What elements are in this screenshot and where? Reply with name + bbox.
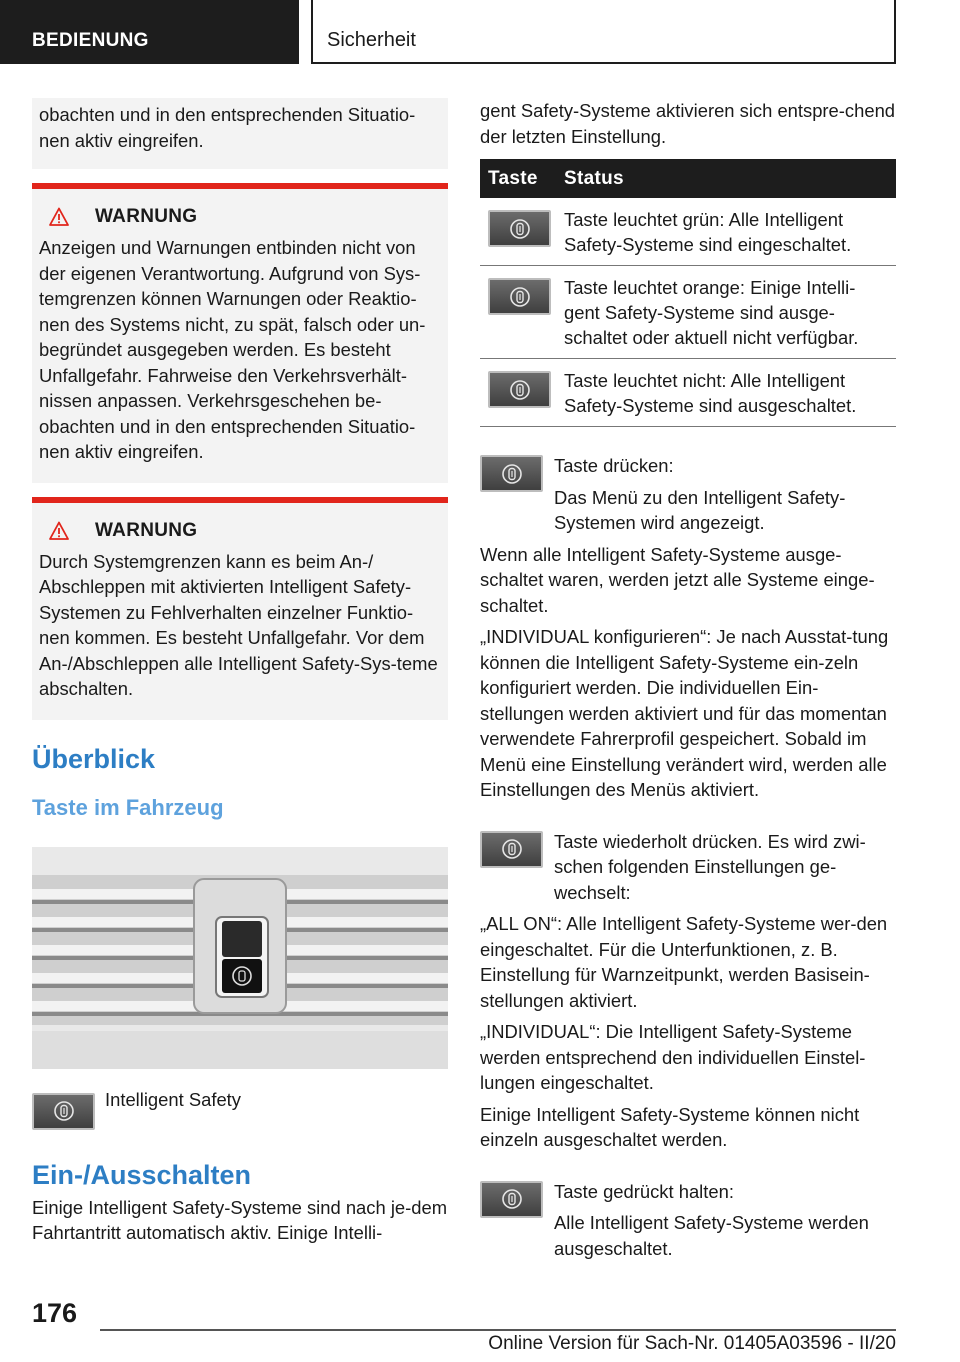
legend-label: Intelligent Safety xyxy=(105,1088,241,1110)
press-repeat-instruction xyxy=(480,829,896,906)
intelligent-safety-button-icon xyxy=(488,371,551,408)
paragraph-individual: „INDIVIDUAL“: Die Intelligent Safety-Systeme werden entsprechend den individuellen Einstel-lungen eingeschaltet. xyxy=(480,1021,866,1093)
online-version-note: Online Version für Sach-Nr. 01405A03596 - II/20 xyxy=(488,1333,896,1354)
table-row xyxy=(480,198,896,266)
press-repeat-text: Taste wiederholt drücken. Es wird zwi-schen folgenden Einstellungen ge-wechselt: xyxy=(554,830,866,903)
press-instruction xyxy=(480,453,896,536)
warning-title: WARNUNG xyxy=(95,519,198,541)
intro-box xyxy=(32,98,448,169)
warning-text: Durch Systemgrenzen kann es beim An-/ Abschleppen mit aktivierten Intelligent Safety-Systemen zu Fehlverhalten einzelner Funktio-nen kommen. Es besteht Unfallgefahr. Vor dem An-/Abschleppen alle Intelligent Safety-Sys-teme abschalten. xyxy=(39,550,438,699)
intelligent-safety-button-icon xyxy=(32,1093,95,1130)
table-header-status: Status xyxy=(556,159,896,198)
table-cell-status: Taste leuchtet grün: Alle Intelligent Safety-Systeme sind eingeschaltet. xyxy=(556,198,896,266)
section-title-on-off: Ein-/Ausschalten xyxy=(32,1159,252,1190)
intelligent-safety-button-icon xyxy=(480,831,543,868)
right-column xyxy=(480,98,896,1261)
status-table xyxy=(480,159,896,427)
vehicle-button-photo xyxy=(32,847,448,1069)
hold-instruction xyxy=(480,1179,896,1262)
page-number: 176 xyxy=(32,1298,78,1328)
legend-row xyxy=(32,1088,448,1130)
press-lead: Taste drücken: xyxy=(554,455,674,476)
warning-triangle-icon xyxy=(49,521,69,541)
press-text: Das Menü zu den Intelligent Safety-Systemen wird angezeigt. xyxy=(554,486,846,533)
paragraph-all-off: Wenn alle Intelligent Safety-Systeme ausge-schaltet waren, werden jetzt alle Systeme einge-schaltet. xyxy=(480,543,875,616)
left-column xyxy=(32,98,448,1246)
table-header-button: Taste xyxy=(480,159,556,198)
footer-divider xyxy=(100,1329,896,1331)
table-cell-status: Taste leuchtet orange: Einige Intelli-gent Safety-Systeme sind ausge-schaltet oder aktuell nicht verfügbar. xyxy=(556,266,896,359)
header-section-tab xyxy=(0,0,299,64)
intelligent-safety-button-icon xyxy=(480,1181,543,1218)
warning-title: WARNUNG xyxy=(95,206,198,227)
paragraph-all-on: „ALL ON“: Alle Intelligent Safety-Systeme wer-den eingeschaltet. Für die Unterfunktionen, z. B. Einstellung für Warnzeitpunkt, werden Basisein-stellungen aktiviert. xyxy=(480,913,888,1011)
intelligent-safety-button-icon xyxy=(488,210,551,247)
subsection-title-button: Taste im Fahrzeug xyxy=(32,794,224,820)
hold-lead: Taste gedrückt halten: xyxy=(554,1180,734,1202)
header-chapter-title: Sicherheit xyxy=(327,29,416,51)
intelligent-safety-button-icon xyxy=(488,278,551,315)
intro-box-text: obachten und in den entsprechenden Situatio-nen aktiv eingreifen. xyxy=(39,104,416,151)
paragraph-individual-config: „INDIVIDUAL konfigurieren“: Je nach Ausstat-tung können die Intelligent Safety-Systeme ein-zeln konfiguriert werden. Die individuellen Ein-stellungen werden aktiviert und für das momentan verwendete Fahrerprofil gespeichert. Sobald im Menü eine Einstellung verändert wird, werden alle Einstellungen des Menüs aktiviert. xyxy=(480,626,889,800)
table-cell-status: Taste leuchtet nicht: Alle Intelligent Safety-Systeme sind ausgeschaltet. xyxy=(556,359,896,427)
hold-text: Alle Intelligent Safety-Systeme werden ausgeschaltet. xyxy=(554,1212,869,1259)
warning-text: Anzeigen und Warnungen entbinden nicht von der eigenen Verantwortung. Aufgrund von Sys-temgrenzen können Warnungen oder Reaktio-nen des Systems nicht, zu spät, falsch oder un-begründet ausgegeben werden. Es besteht Unfallgefahr. Fahrweise den Verkehrsverhält-nissen anpassen. Verkehrsgeschehen be-obachten und in den entsprechenden Situatio-nen aktiv eingreifen. xyxy=(39,237,426,462)
table-row xyxy=(480,359,896,427)
table-row xyxy=(480,266,896,359)
warning-box-2 xyxy=(32,497,448,720)
header-chapter-tab xyxy=(311,0,896,64)
header-section-title: BEDIENUNG xyxy=(32,30,149,51)
section-on-off-text: Einige Intelligent Safety-Systeme sind nach je-dem Fahrtantritt automatisch aktiv. Einige Intelli- xyxy=(32,1196,448,1243)
warning-box-1 xyxy=(32,183,448,483)
intelligent-safety-button-icon xyxy=(480,455,543,492)
warning-triangle-icon xyxy=(49,207,69,227)
section-title-overview: Überblick xyxy=(32,743,156,774)
paragraph-some-systems: Einige Intelligent Safety-Systeme können nicht einzeln ausgeschaltet werden. xyxy=(480,1103,860,1150)
right-intro-text: gent Safety-Systeme aktivieren sich entspre-chend der letzten Einstellung. xyxy=(480,100,896,147)
